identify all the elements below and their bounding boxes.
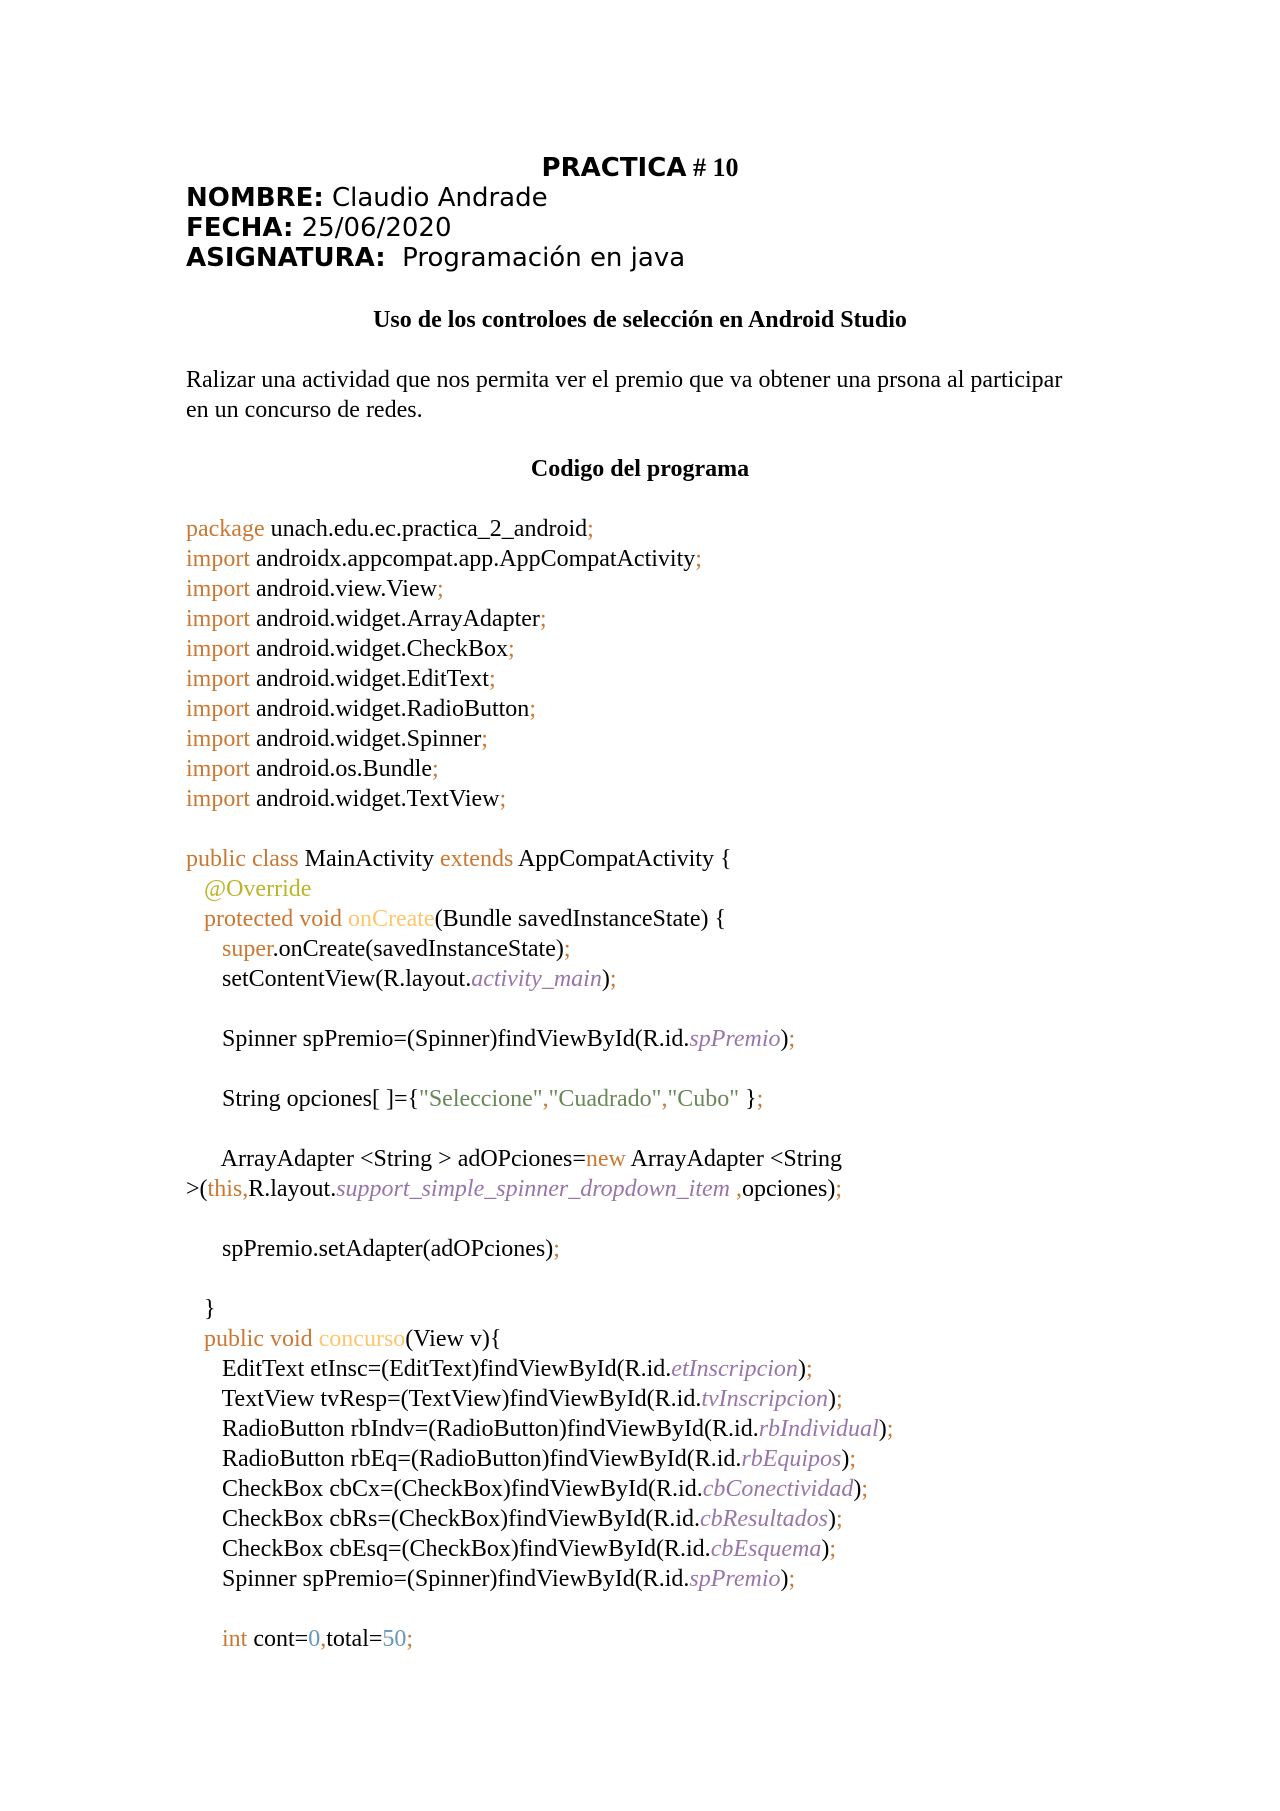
code-keyword: ; — [609, 966, 617, 992]
practica-number: # 10 — [692, 153, 739, 182]
code-text: } — [739, 1086, 757, 1112]
code-keyword: ; — [695, 546, 702, 572]
code-line — [186, 1624, 893, 1654]
code-text: ArrayAdapter <String > adOPciones= — [186, 1146, 586, 1172]
code-string: "Cubo" — [667, 1086, 740, 1112]
code-text: (Bundle savedInstanceState) { — [434, 906, 726, 932]
code-text: android.os.Bundle — [256, 756, 432, 782]
code-field: support_simple_spinner_dropdown_item — [336, 1176, 737, 1202]
code-text: .onCreate(savedInstanceState) — [272, 936, 564, 962]
code-text: R.layout. — [248, 1176, 337, 1202]
code-line — [186, 694, 893, 724]
fecha-label: FECHA: — [186, 213, 294, 243]
code-field: spPremio — [689, 1566, 781, 1592]
code-line — [186, 574, 893, 604]
code-line — [186, 724, 893, 754]
code-keyword: ; — [529, 696, 536, 722]
code-text: CheckBox cbEsq=(CheckBox)findViewById(R.id. — [186, 1536, 711, 1562]
code-line — [186, 1024, 893, 1054]
code-line — [186, 604, 893, 634]
code-keyword: import — [186, 666, 256, 692]
code-text: ) — [841, 1446, 850, 1472]
code-text — [186, 876, 204, 902]
intro-paragraph: Ralizar una actividad que nos permita ver el premio que va obtener una prsona al participar en un concurso de redes. — [186, 367, 1063, 423]
nombre-line — [186, 183, 548, 213]
code-text: ) — [878, 1416, 887, 1442]
code-string: "Cuadrado" — [548, 1086, 662, 1112]
code-keyword: import — [186, 636, 256, 662]
code-keyword: , — [542, 1086, 549, 1112]
code-keyword: , — [736, 1176, 743, 1202]
code-keyword: super — [222, 936, 273, 962]
code-text: total= — [326, 1626, 383, 1652]
code-text: >( — [186, 1176, 208, 1202]
code-method-name: concurso — [318, 1326, 406, 1352]
code-keyword: import — [186, 606, 256, 632]
code-text: ) — [853, 1476, 862, 1502]
code-keyword: ; — [488, 666, 496, 692]
code-line — [186, 1054, 893, 1084]
code-text: ) — [821, 1536, 830, 1562]
code-keyword: this, — [207, 1176, 249, 1202]
code-keyword: protected void — [204, 906, 348, 932]
code-keyword: ; — [436, 576, 444, 602]
code-keyword: import — [186, 696, 256, 722]
code-keyword: ; — [431, 756, 439, 782]
code-field: tvInscripcion — [701, 1386, 828, 1412]
code-text: ) — [827, 1386, 836, 1412]
code-text: EditText etInsc=(EditText)findViewById(R.id. — [186, 1356, 672, 1382]
code-keyword: , — [661, 1086, 668, 1112]
fecha-line — [186, 213, 452, 243]
code-text: Spinner spPremio=(Spinner)findViewById(R.id. — [186, 1566, 690, 1592]
code-line — [186, 1474, 893, 1504]
code-text: CheckBox cbRs=(CheckBox)findViewById(R.id. — [186, 1506, 701, 1532]
code-line — [186, 1084, 893, 1114]
code-text: ) — [780, 1026, 789, 1052]
code-line — [186, 1594, 893, 1624]
code-text: ) — [828, 1506, 837, 1532]
code-text: MainActivity — [304, 846, 440, 872]
code-line — [186, 1264, 893, 1294]
code-text: RadioButton rbEq=(RadioButton)findViewById(R.id. — [186, 1446, 742, 1472]
code-keyword: import — [186, 786, 256, 812]
code-text: android.widget.RadioButton — [256, 696, 530, 722]
code-text: unach.edu.ec.practica_2_android — [270, 516, 588, 542]
code-field: rbIndividual — [758, 1416, 879, 1442]
code-keyword: package — [186, 516, 271, 542]
code-keyword: ; — [788, 1566, 796, 1592]
code-annotation: @Override — [204, 876, 312, 902]
code-line — [186, 874, 893, 904]
code-keyword: ; — [553, 1236, 560, 1262]
code-text: ) — [797, 1356, 806, 1382]
fecha-value: 25/06/2020 — [293, 213, 452, 243]
code-text: RadioButton rbIndv=(RadioButton)findViewById(R.id. — [186, 1416, 759, 1442]
code-number: 50 — [382, 1626, 407, 1652]
code-line — [186, 1294, 893, 1324]
code-field: spPremio — [689, 1026, 781, 1052]
code-text: TextView tvResp=(TextView)findViewById(R.id. — [186, 1386, 702, 1412]
code-line — [186, 1114, 893, 1144]
practica-label: PRACTICA — [541, 153, 687, 183]
code-keyword: ; — [836, 1506, 843, 1532]
code-line — [186, 814, 893, 844]
code-line — [186, 754, 893, 784]
asignatura-line — [186, 243, 685, 273]
code-keyword: , — [320, 1626, 327, 1652]
code-text: String opciones[ ]={ — [186, 1086, 420, 1112]
code-keyword: import — [186, 726, 256, 752]
code-text: android.view.View — [256, 576, 437, 602]
code-keyword: ; — [805, 1356, 813, 1382]
code-text: CheckBox cbCx=(CheckBox)findViewById(R.id. — [186, 1476, 703, 1502]
code-field: cbResultados — [700, 1506, 829, 1532]
code-keyword: import — [186, 576, 256, 602]
code-keyword: extends — [439, 846, 518, 872]
section-title: Uso de los controloes de selección en Android Studio — [373, 307, 907, 333]
code-keyword: ; — [587, 516, 594, 542]
code-line — [186, 1564, 893, 1594]
code-line — [186, 1414, 893, 1444]
code-keyword: ; — [406, 1626, 414, 1652]
code-line — [186, 784, 893, 814]
code-keyword: ; — [507, 636, 515, 662]
asignatura-value: Programación en java — [385, 243, 686, 273]
code-line — [186, 664, 893, 694]
code-text: ) — [780, 1566, 789, 1592]
code-text — [186, 936, 222, 962]
code-keyword: int — [222, 1626, 254, 1652]
code-text: AppCompatActivity { — [517, 846, 732, 872]
code-keyword: ; — [499, 786, 507, 812]
asignatura-label: ASIGNATURA: — [186, 243, 386, 273]
code-keyword: import — [186, 546, 256, 572]
code-keyword: import — [186, 756, 256, 782]
code-text: opciones) — [742, 1176, 836, 1202]
code-field: cbConectividad — [702, 1476, 854, 1502]
code-keyword: ; — [861, 1476, 868, 1502]
code-line — [186, 514, 893, 544]
code-keyword: ; — [886, 1416, 894, 1442]
nombre-value: Claudio Andrade — [323, 183, 548, 213]
code-line — [186, 964, 893, 994]
code-text: (View v){ — [405, 1326, 502, 1352]
code-field: etInscripcion — [671, 1356, 798, 1382]
code-field: cbEsquema — [710, 1536, 822, 1562]
nombre-label: NOMBRE: — [186, 183, 324, 213]
code-method-name: onCreate — [347, 906, 435, 932]
code-line — [186, 1204, 893, 1234]
code-keyword: public class — [186, 846, 305, 872]
code-line — [186, 1324, 893, 1354]
code-line — [186, 1354, 893, 1384]
code-number: 0 — [308, 1626, 321, 1652]
code-text: android.widget.Spinner — [256, 726, 482, 752]
code-line — [186, 544, 893, 574]
code-keyword: ; — [849, 1446, 857, 1472]
code-string: "Seleccione" — [419, 1086, 543, 1112]
code-keyword: public void — [204, 1326, 319, 1352]
code-text: Spinner spPremio=(Spinner)findViewById(R.id. — [186, 1026, 690, 1052]
code-line — [186, 1534, 893, 1564]
code-text — [186, 1326, 204, 1352]
code-line — [186, 1234, 893, 1264]
code-line — [186, 1174, 893, 1204]
code-text: androidx.appcompat.app.AppCompatActivity — [256, 546, 696, 572]
code-text: } — [186, 1296, 216, 1322]
code-line — [186, 634, 893, 664]
code-listing — [186, 514, 893, 1654]
code-keyword: ; — [481, 726, 488, 752]
code-keyword: ; — [563, 936, 571, 962]
code-text: android.widget.CheckBox — [256, 636, 508, 662]
code-text — [186, 906, 204, 932]
code-keyword: new — [585, 1146, 631, 1172]
code-heading: Codigo del programa — [530, 456, 750, 482]
code-field: rbEquipos — [741, 1446, 842, 1472]
page-title — [0, 153, 1280, 183]
code-text: ) — [601, 966, 610, 992]
code-line — [186, 904, 893, 934]
code-line — [186, 1384, 893, 1414]
code-text: android.widget.EditText — [256, 666, 489, 692]
code-text: ArrayAdapter <String — [630, 1146, 843, 1172]
code-keyword: ; — [829, 1536, 836, 1562]
code-text: android.widget.TextView — [256, 786, 500, 812]
code-line — [186, 1444, 893, 1474]
code-keyword: ; — [756, 1086, 764, 1112]
code-line — [186, 1144, 893, 1174]
code-text: setContentView(R.layout. — [186, 966, 472, 992]
code-text: android.widget.ArrayAdapter — [256, 606, 540, 632]
code-keyword: ; — [835, 1386, 843, 1412]
code-text: cont= — [253, 1626, 309, 1652]
code-keyword: ; — [539, 606, 547, 632]
code-line — [186, 1504, 893, 1534]
code-line — [186, 994, 893, 1024]
code-text — [186, 1626, 222, 1652]
code-text: spPremio.setAdapter(adOPciones) — [186, 1236, 554, 1262]
code-field: activity_main — [471, 966, 602, 992]
code-line — [186, 844, 893, 874]
code-line — [186, 934, 893, 964]
code-keyword: ; — [835, 1176, 842, 1202]
code-keyword: ; — [788, 1026, 796, 1052]
